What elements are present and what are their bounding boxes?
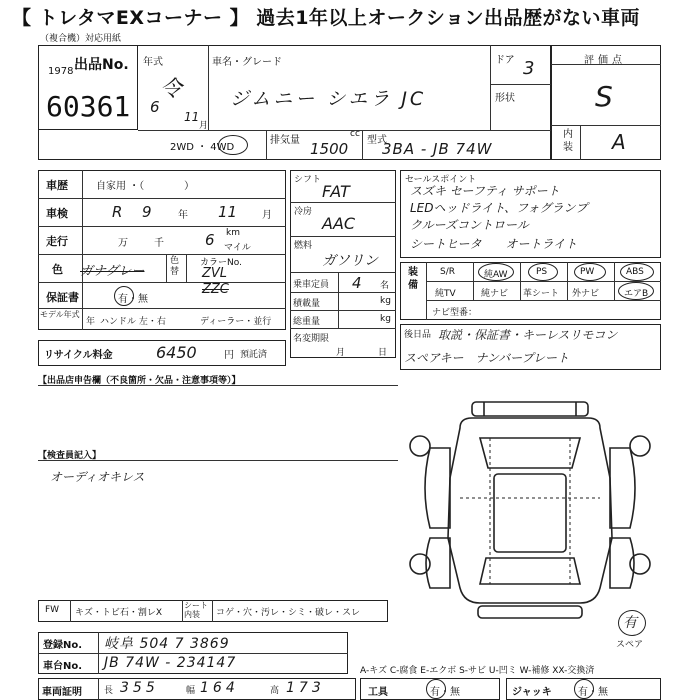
warranty-circle	[114, 286, 134, 306]
model-year-label: モデル年式	[40, 310, 80, 319]
tools-label: 工具	[368, 687, 388, 698]
inspection-year-unit: 年	[178, 210, 188, 221]
size-height-label: 高	[270, 686, 280, 696]
size-width: 164	[200, 680, 239, 696]
equipment-label: 装備	[408, 267, 418, 291]
sales-point-1: スズキ セーフティ サポート	[410, 184, 560, 198]
name-change-label: 名変期限	[293, 334, 330, 344]
equip-abs-circle	[620, 263, 654, 281]
equip-sr: S/R	[440, 267, 455, 277]
drive-value: 2WD ・ 4WD	[170, 142, 235, 153]
name-change-day: 日	[378, 348, 388, 358]
handle-side: ハンドル 左・右	[100, 317, 166, 327]
color-value: ガナグレー	[80, 264, 145, 279]
door-value: 3	[523, 58, 535, 79]
displacement-unit: cc	[350, 129, 360, 139]
shape-label: 形状	[495, 93, 515, 104]
equip-tv: 純TV	[435, 289, 456, 299]
paper-note: （複合機）対応用紙	[40, 34, 122, 44]
equip-aw: 純AW	[484, 270, 508, 280]
chassis-label: 車台No.	[43, 661, 83, 672]
seller-notes-label: 【出品店申告欄（不良箇所・欠品・注意事項等）】	[38, 376, 241, 386]
model-label: 型式	[367, 135, 387, 146]
equip-nav-model: ナビ型番：	[432, 308, 478, 318]
displacement-value: 1500	[310, 140, 349, 158]
inspector-note: オーディオキレス	[50, 470, 145, 484]
size-width-label: 幅	[186, 686, 196, 696]
aircon-label: 冷房	[294, 207, 313, 217]
color-label: 色	[52, 263, 63, 276]
rating-label: 評価点	[584, 55, 626, 66]
color-change-label: 色替	[170, 256, 180, 277]
model-year-unit: 年	[86, 317, 96, 327]
size-length-label: 長	[104, 686, 114, 696]
color-code-old: ZZC	[202, 282, 229, 297]
sales-point-2: LEDヘッドライト、フォグランプ	[410, 201, 588, 215]
lot-label: 出品No.	[74, 57, 129, 73]
capacity-value: 4	[352, 274, 362, 292]
equip-pw-circle	[574, 263, 606, 281]
page-header	[0, 0, 700, 32]
equip-navi: 純ナビ	[481, 289, 509, 299]
inspection-month-unit: 月	[262, 210, 272, 221]
accessories-line-2: スペアキー ナンバープレート	[404, 351, 570, 365]
registration-label: 登録No.	[43, 640, 83, 651]
recycle-value: 6450	[156, 343, 197, 362]
total-weight-label: 総重量	[293, 317, 321, 327]
inspection-year: 9	[142, 203, 152, 221]
interior-label: 内装	[563, 129, 573, 153]
mileage-km: km	[226, 228, 240, 238]
equip-aw-circle	[478, 263, 514, 281]
spare-label: スペア	[616, 640, 644, 650]
jack-value: 有・無	[578, 687, 608, 698]
fw-text: キズ・トビ石・割レX	[75, 608, 162, 618]
mileage-unit-man: 万	[118, 238, 128, 249]
fw-label: FW	[45, 605, 60, 615]
recycle-note: 預託済	[240, 350, 268, 360]
car-name: ジムニー シエラ JC	[230, 88, 427, 110]
mileage-unit-sen: 千	[154, 238, 164, 249]
equip-airbag-circle	[618, 282, 654, 300]
shift-value: FAT	[322, 182, 350, 201]
inspection-era: R	[112, 203, 123, 221]
mileage-value: 6	[205, 231, 215, 249]
accessories-label: 後日品	[404, 330, 432, 340]
fuel-label: 燃料	[294, 241, 313, 251]
total-weight-unit: kg	[380, 314, 391, 324]
size-label: 車両証明	[42, 687, 82, 698]
chassis-value: JB 74W - 234147	[104, 655, 237, 671]
year-month-unit: 月	[199, 121, 209, 131]
jack-circle	[574, 679, 594, 699]
shift-label: シフト	[294, 175, 322, 185]
header-title: 【 トレタマEXコーナー 】 過去1年以上オークション出品歴がない車両	[12, 7, 641, 29]
equip-airbag: エアB	[624, 289, 649, 299]
equip-pw: PW	[580, 267, 595, 277]
equip-leather: 革シート	[523, 289, 560, 299]
model-value: 3BA - JB 74W	[382, 140, 493, 158]
door-label: ドア	[495, 55, 515, 66]
jack-label: ジャッキ	[512, 687, 552, 698]
equip-extnavi: 外ナビ	[572, 289, 600, 299]
tools-value: 有・無	[430, 687, 460, 698]
size-height: 173	[286, 680, 325, 696]
damage-legend: A-キズ C-腐食 E-エクボ S-サビ U-凹ミ W-補修 XX-交換済	[360, 666, 595, 676]
tools-circle	[426, 679, 446, 699]
mileage-mile: マイル	[224, 243, 251, 253]
car-diagram	[400, 388, 660, 628]
sales-point-4: シートヒータ オートライト	[410, 237, 578, 251]
inspector-label: 【検査員記入】	[38, 451, 102, 461]
accessories-line-1: 取説・保証書・キーレスリモコン	[438, 328, 618, 342]
mileage-label: 走行	[46, 235, 68, 248]
fuel-value: ガソリン	[322, 253, 378, 269]
registration-value: 岐阜 504 7 3869	[104, 636, 230, 652]
aircon-value: AAC	[322, 214, 356, 233]
drive-4wd-circle	[218, 135, 248, 155]
equip-ps: PS	[536, 267, 548, 277]
year-era: 令	[160, 77, 183, 102]
name-change-month: 月	[336, 348, 346, 358]
recycle-label: リサイクル料金	[44, 350, 113, 361]
history-value: 自家用 ・（ ）	[96, 181, 195, 192]
capacity-unit: 名	[380, 281, 390, 291]
inspection-label: 車検	[46, 207, 68, 220]
sales-point-3: クルーズコントロール	[410, 218, 529, 232]
warranty-label: 保証書	[46, 291, 79, 304]
sales-points-label: セールスポイント	[405, 175, 477, 185]
dealer-type: ディーラー・並行	[200, 317, 272, 327]
lot-small-number: 1978	[48, 66, 74, 77]
inspection-month: 11	[218, 203, 238, 221]
name-label: 車名・グレード	[212, 57, 282, 68]
fw-sheet: シート内装	[184, 601, 208, 619]
equip-ps-circle	[528, 263, 558, 281]
year-value: 6	[150, 98, 160, 116]
spare-mark: 有	[623, 615, 637, 631]
recycle-unit: 円	[224, 350, 234, 361]
load-label: 積載量	[293, 299, 321, 309]
load-unit: kg	[380, 296, 391, 306]
year-label: 年式	[143, 57, 163, 68]
year-month: 11	[184, 110, 200, 124]
color-code: ZVL	[202, 266, 228, 281]
warranty-value: 有・無	[118, 294, 148, 305]
history-label: 車歴	[46, 179, 68, 192]
fw-text2: コゲ・穴・汚レ・シミ・破レ・スレ	[216, 608, 361, 618]
capacity-label: 乗車定員	[293, 280, 330, 290]
interior-value: A	[612, 130, 626, 154]
lot-number: 60361	[46, 90, 131, 123]
size-length: 355	[120, 680, 159, 696]
equip-abs: ABS	[626, 267, 644, 277]
color-code-label: カラーNo.	[200, 258, 242, 268]
rating-value: S	[595, 80, 613, 113]
displacement-label: 排気量	[270, 135, 300, 146]
